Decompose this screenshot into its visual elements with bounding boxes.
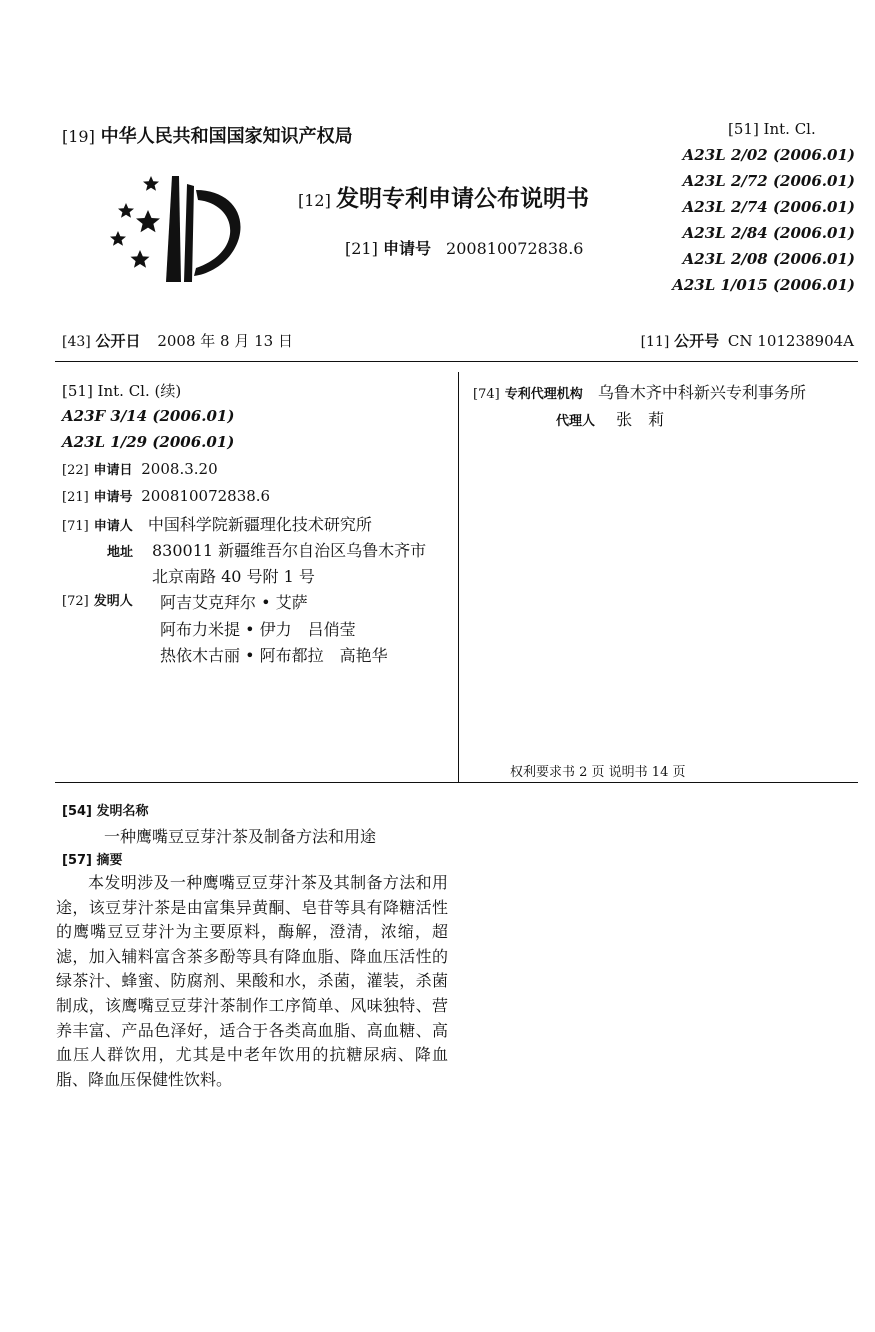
app-no-code: [21] xyxy=(62,490,89,505)
int-cl-item: A23L 2/08 (2006.01) xyxy=(682,250,855,268)
agent-value: 张 莉 xyxy=(616,410,665,429)
doc-type-code: [12] xyxy=(298,191,331,210)
int-cl-item: A23L 2/72 (2006.01) xyxy=(682,172,855,190)
int-cl-item: A23L 2/02 (2006.01) xyxy=(682,146,855,164)
filing-date-code: [22] xyxy=(62,463,89,478)
int-cl-continued-item: A23F 3/14 (2006.01) xyxy=(62,407,235,425)
divider-top xyxy=(55,361,858,362)
doc-type xyxy=(298,180,589,213)
application-number-header xyxy=(345,236,583,259)
page-counts: 权利要求书 2 页 说明书 14 页 xyxy=(510,765,686,780)
invention-name: 一种鹰嘴豆豆芽汁茶及制备方法和用途 xyxy=(104,827,377,846)
inventors-code: [72] xyxy=(62,594,89,609)
doc-type-name: 发明专利申请公布说明书 xyxy=(335,186,589,212)
pub-date-value: 2008 年 8 月 13 日 xyxy=(157,332,293,350)
int-cl-item: A23L 2/84 (2006.01) xyxy=(682,224,855,242)
office-name: 中华人民共和国国家知识产权局 xyxy=(100,126,353,147)
filing-date xyxy=(62,459,218,478)
application-code: [21] xyxy=(345,239,378,258)
publication-number xyxy=(641,330,854,351)
patent-agent xyxy=(556,407,664,430)
office-header xyxy=(62,122,353,148)
abstract-text: 本发明涉及一种鹰嘴豆豆芽汁茶及其制备方法和用途，该豆芽汁茶是由富集异黄酮、皂苷等具有降糖活性的鹰嘴豆豆芽汁为主要原料，酶解，澄清，浓缩，超滤，加入辅料富含茶多酚等具有降血脂、降血压活性的绿茶汁、蜂蜜、防腐剂、果酸和水，杀菌，灌装，杀菌制成，该鹰嘴豆豆芽汁茶制作工序简单、风味独特、营养丰富、产品色泽好，适合于各类高血脂、高血糖、高血压人群饮用，尤其是中老年饮用的抗糖尿病、降血脂、降血压保健性饮料。 xyxy=(56,873,448,1089)
publication-date xyxy=(62,330,293,351)
agency-code: [74] xyxy=(473,387,500,402)
applicant-code: [71] xyxy=(62,519,89,534)
address-label: 地址 xyxy=(107,545,134,560)
divider-vertical xyxy=(458,372,459,782)
agent-label: 代理人 xyxy=(556,414,596,429)
application-label: 申请号 xyxy=(382,239,431,258)
int-cl-continued-title: [51] Int. Cl. (续) xyxy=(62,382,182,400)
inventor-line: 阿吉艾克拜尔 • 艾萨 xyxy=(160,593,308,612)
invention-name-label: [54] 发明名称 xyxy=(62,804,149,819)
filing-date-value: 2008.3.20 xyxy=(141,460,218,478)
patent-agency xyxy=(473,380,806,403)
pub-no-label: 公开号 xyxy=(674,332,720,350)
applicant xyxy=(62,512,372,535)
pub-date-label: 公开日 xyxy=(95,332,141,350)
abstract-label: [57] 摘要 xyxy=(62,853,123,868)
applicant-value: 中国科学院新疆理化技术研究所 xyxy=(147,515,372,534)
pub-date-code: [43] xyxy=(62,334,91,350)
int-cl-list xyxy=(640,142,855,298)
int-cl-item: A23L 1/015 (2006.01) xyxy=(672,276,855,294)
address-line: 830011 新疆维吾尔自治区乌鲁木齐市 xyxy=(152,541,427,560)
divider-bottom xyxy=(55,782,858,783)
app-no-value: 200810072838.6 xyxy=(141,487,271,505)
app-no-label: 申请号 xyxy=(93,490,133,505)
address-line: 北京南路 40 号附 1 号 xyxy=(152,567,315,586)
cnipa-emblem-icon xyxy=(106,176,248,284)
pub-no-code: [11] xyxy=(640,334,670,350)
filing-date-label: 申请日 xyxy=(93,463,133,478)
office-code: [19] xyxy=(62,127,95,146)
int-cl-continued-item: A23L 1/29 (2006.01) xyxy=(62,433,235,451)
int-cl-item: A23L 2/74 (2006.01) xyxy=(682,198,855,216)
inventor-line: 热依木古丽 • 阿布都拉 高艳华 xyxy=(160,646,388,665)
application-number-field xyxy=(62,486,270,505)
int-cl-title: [51] Int. Cl. xyxy=(728,120,816,138)
inventors-label: 发明人 xyxy=(93,594,133,609)
agency-label: 专利代理机构 xyxy=(504,387,583,402)
agency-value: 乌鲁木齐中科新兴专利事务所 xyxy=(597,383,806,402)
inventors xyxy=(62,590,133,609)
application-number: 200810072838.6 xyxy=(446,239,584,258)
inventor-line: 阿布力米提 • 伊力 吕俏莹 xyxy=(160,620,356,639)
pub-no-value: CN 101238904A xyxy=(727,332,854,350)
applicant-label: 申请人 xyxy=(93,519,133,534)
